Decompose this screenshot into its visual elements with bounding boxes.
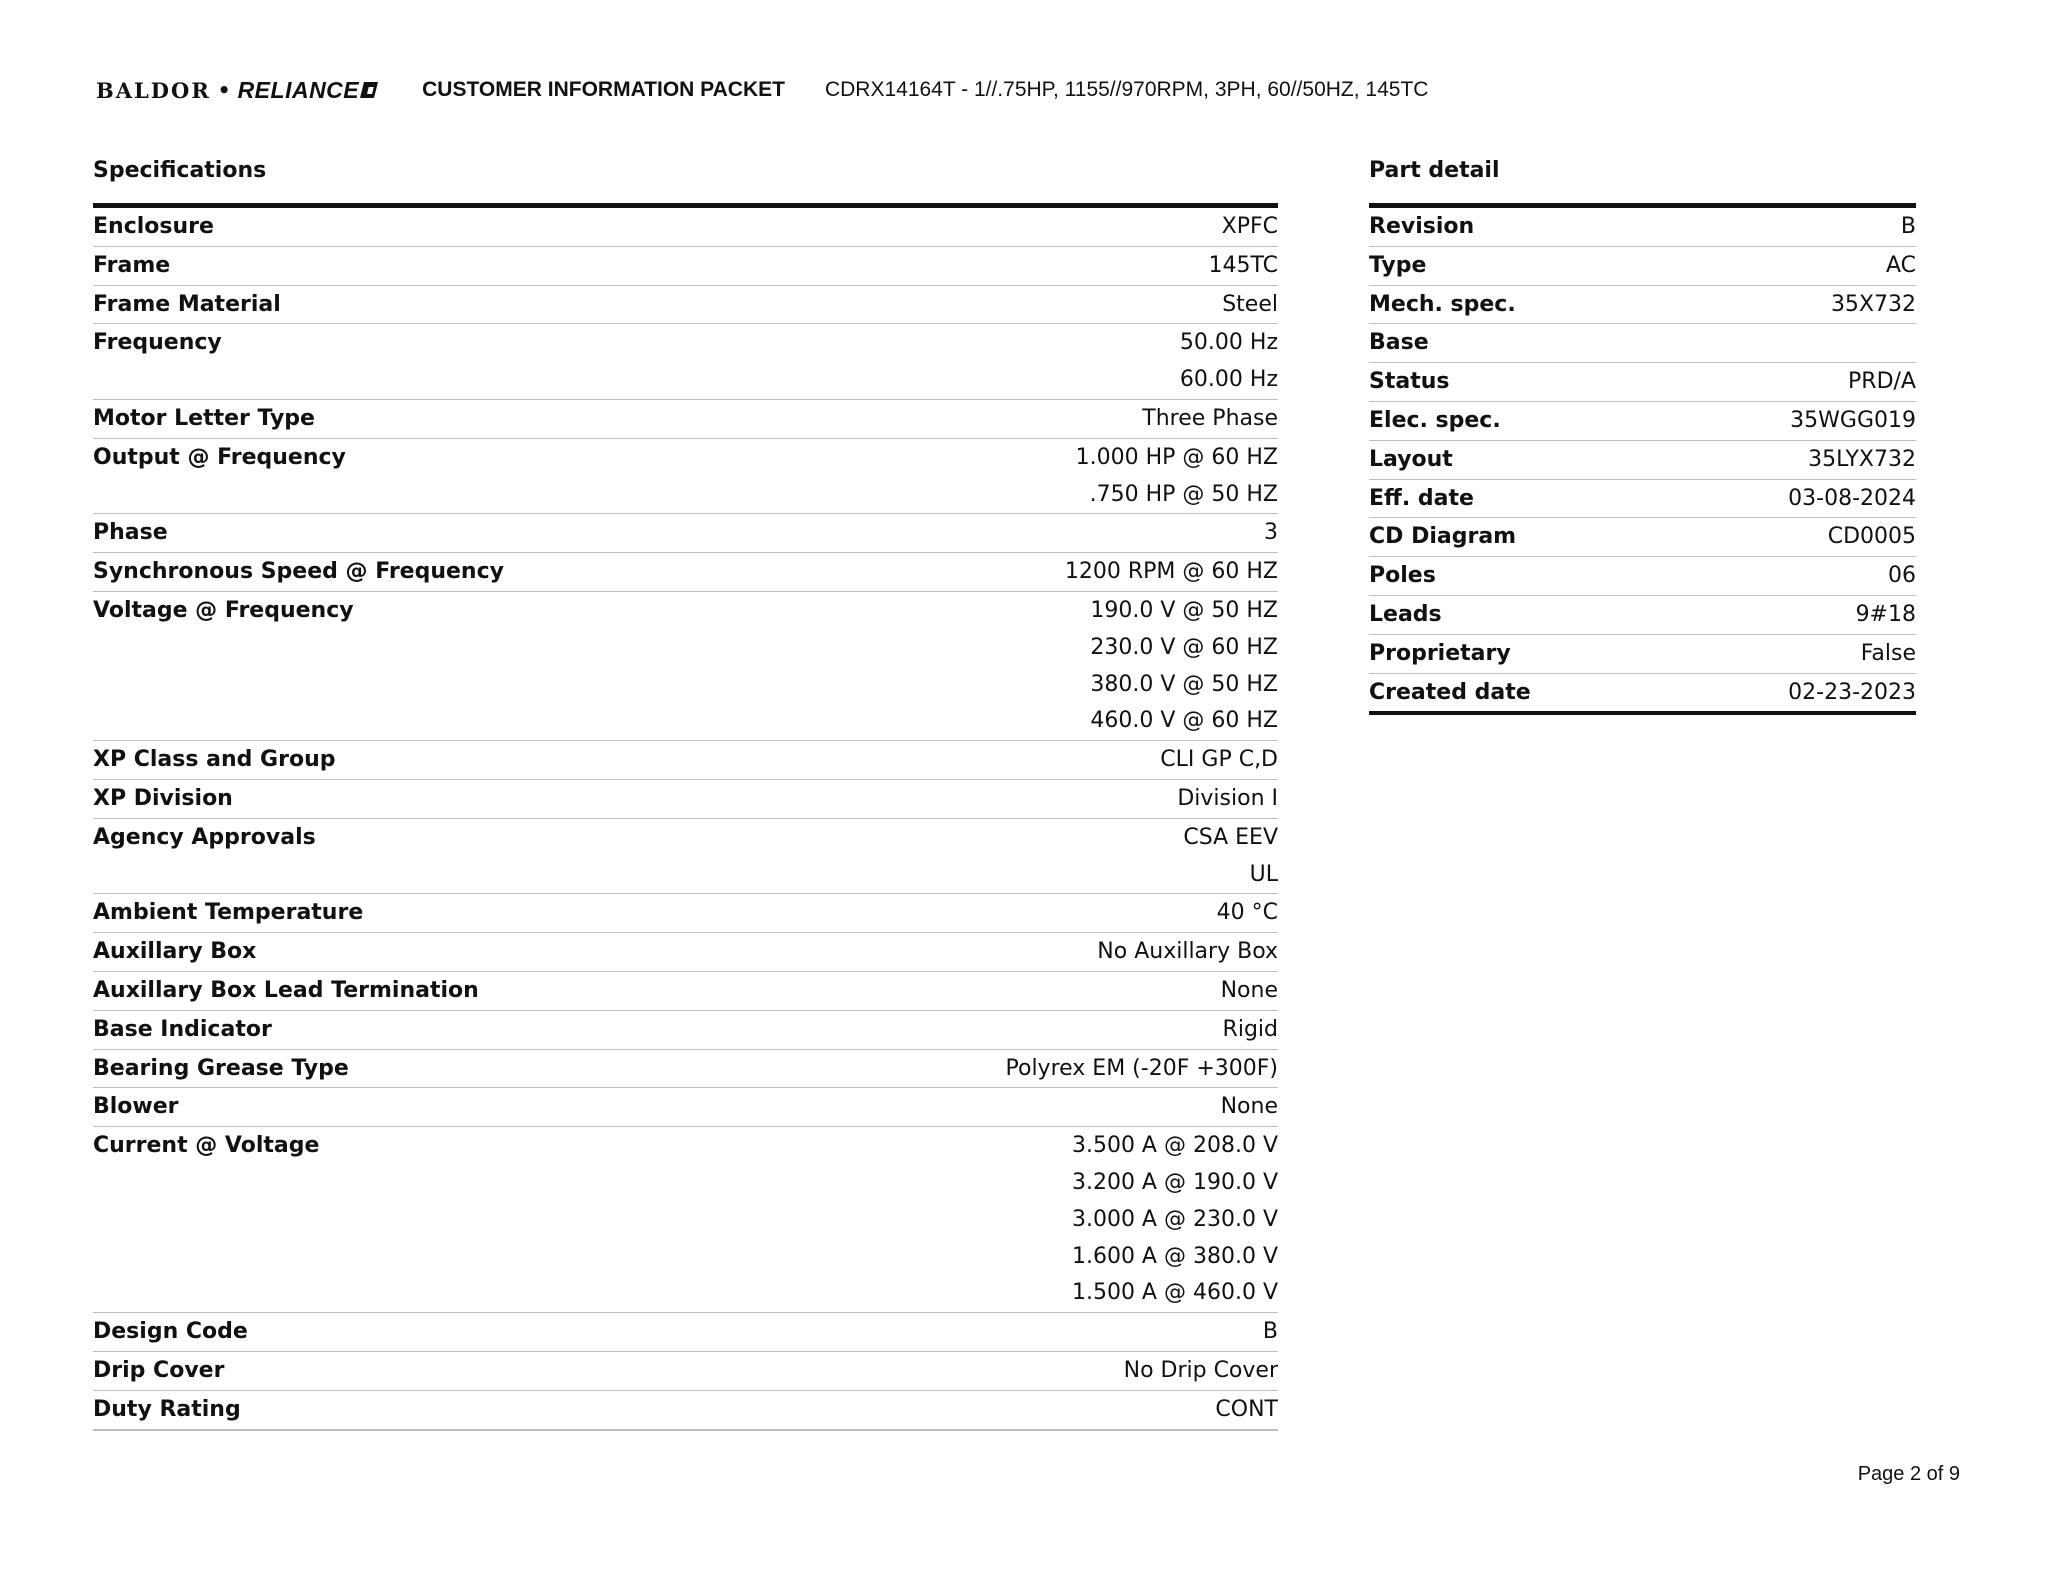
row-label: Agency Approvals — [93, 824, 316, 850]
table-row — [93, 1391, 1278, 1431]
row-label: Created date — [1369, 679, 1531, 705]
row-value: None — [1220, 1094, 1278, 1120]
row-values — [1223, 1011, 1278, 1049]
row-label: Design Code — [93, 1319, 248, 1345]
table-row — [93, 1088, 1278, 1127]
row-label: Enclosure — [93, 214, 214, 239]
row-values — [1808, 441, 1916, 479]
table-row — [93, 553, 1278, 592]
row-values — [1861, 635, 1916, 673]
row-values — [1828, 518, 1916, 556]
row-label: Status — [1369, 369, 1450, 395]
table-row — [93, 1011, 1278, 1050]
row-label: Mech. spec. — [1369, 291, 1516, 317]
row-value: CSA EEV — [1183, 824, 1278, 850]
row-values — [1124, 1352, 1278, 1390]
row-values — [1264, 514, 1278, 552]
row-label: Frame Material — [93, 291, 281, 317]
specifications-title: Specifications — [93, 158, 267, 183]
row-values — [1217, 894, 1278, 932]
row-value: False — [1860, 640, 1916, 666]
row-label: Leads — [1369, 601, 1442, 627]
table-row — [1369, 402, 1916, 441]
row-value: AC — [1885, 252, 1916, 278]
table-row — [93, 1127, 1278, 1313]
row-value: 35WGG019 — [1790, 407, 1916, 433]
row-label: Phase — [93, 520, 168, 546]
row-values — [1856, 596, 1916, 634]
table-row — [93, 894, 1278, 933]
table-row — [93, 1050, 1278, 1089]
row-values — [1788, 674, 1916, 712]
row-value: 460.0 V @ 60 HZ — [1090, 708, 1278, 734]
product-description: CDRX14164T - 1//.75HP, 1155//970RPM, 3PH, 60//50HZ, 145TC — [824, 78, 1429, 101]
row-value: 35X732 — [1830, 291, 1916, 317]
table-row — [93, 780, 1278, 819]
row-value: 230.0 V @ 60 HZ — [1090, 634, 1278, 660]
table-row — [93, 439, 1278, 515]
row-values — [1076, 439, 1278, 514]
table-row — [1369, 518, 1916, 557]
row-label: Duty Rating — [93, 1396, 241, 1422]
row-label: Motor Letter Type — [93, 405, 315, 431]
table-row — [93, 741, 1278, 780]
table-row — [93, 514, 1278, 553]
table-row — [93, 933, 1278, 972]
row-values — [1208, 247, 1278, 285]
row-value: 3 — [1264, 520, 1278, 546]
table-row — [1369, 557, 1916, 596]
table-row — [93, 972, 1278, 1011]
row-value: Division I — [1177, 785, 1278, 811]
row-value: Polyrex EM (-20F +300F) — [1005, 1055, 1278, 1081]
page-number: Page 2 of 9 — [1857, 1463, 1960, 1485]
part-detail-section — [1369, 155, 1916, 715]
row-value: B — [1900, 214, 1916, 239]
row-values — [1222, 286, 1278, 324]
row-values — [1006, 1050, 1279, 1088]
row-label: Base — [1369, 330, 1429, 356]
reliance-mark-icon — [360, 82, 378, 98]
row-values — [1142, 400, 1278, 438]
row-label: XP Division — [93, 785, 233, 811]
row-values — [1221, 1088, 1278, 1126]
row-label: Drip Cover — [93, 1357, 225, 1383]
row-values — [1215, 1391, 1278, 1429]
table-row — [93, 819, 1278, 895]
table-row — [93, 592, 1278, 741]
logo-baldor-text: BALDOR — [96, 77, 211, 103]
document-header — [96, 72, 1428, 108]
row-label: Auxillary Box Lead Termination — [93, 977, 479, 1003]
part-detail-table — [1369, 208, 1916, 715]
table-row — [1369, 441, 1916, 480]
row-label: CD Diagram — [1369, 524, 1517, 550]
row-value: 02-23-2023 — [1788, 679, 1916, 705]
packet-title: CUSTOMER INFORMATION PACKET — [422, 78, 785, 101]
row-value: 50.00 Hz — [1179, 330, 1278, 356]
table-row — [1369, 480, 1916, 519]
row-value: 145TC — [1208, 252, 1278, 278]
table-row — [93, 400, 1278, 439]
row-values — [1901, 208, 1916, 246]
row-value: No Auxillary Box — [1097, 939, 1278, 965]
row-values — [1790, 402, 1916, 440]
logo-dot: • — [217, 78, 231, 102]
row-value: 190.0 V @ 50 HZ — [1090, 597, 1278, 623]
row-values — [1090, 592, 1278, 740]
row-value: Rigid — [1222, 1016, 1278, 1042]
row-label: Auxillary Box — [93, 939, 257, 965]
row-label: Type — [1369, 252, 1427, 278]
table-row — [1369, 596, 1916, 635]
row-values — [1221, 972, 1278, 1010]
row-value: XPFC — [1221, 214, 1278, 239]
row-label: Frequency — [93, 330, 222, 356]
row-values — [1848, 363, 1916, 401]
table-row — [1369, 635, 1916, 674]
row-value: None — [1220, 977, 1278, 1003]
row-value: 1.600 A @ 380.0 V — [1071, 1243, 1278, 1269]
row-label: Blower — [93, 1094, 179, 1120]
table-row — [93, 247, 1278, 286]
row-value: PRD/A — [1848, 369, 1916, 395]
row-values — [1072, 1127, 1278, 1312]
table-row — [1369, 286, 1916, 325]
row-value: 3.000 A @ 230.0 V — [1071, 1206, 1278, 1232]
row-value: 06 — [1888, 563, 1916, 589]
row-value: 60.00 Hz — [1179, 367, 1278, 393]
table-row — [93, 324, 1278, 400]
row-value: 03-08-2024 — [1788, 485, 1916, 511]
specifications-section — [93, 155, 1278, 1431]
table-row — [93, 1352, 1278, 1391]
row-values — [1180, 324, 1278, 399]
baldor-reliance-logo — [96, 77, 376, 104]
row-label: XP Class and Group — [93, 747, 336, 773]
row-label: Revision — [1369, 214, 1475, 239]
row-values — [1886, 247, 1916, 285]
row-value: No Drip Cover — [1123, 1357, 1278, 1383]
row-label: Layout — [1369, 446, 1453, 472]
row-value: CLI GP C,D — [1160, 747, 1278, 773]
row-label: Voltage @ Frequency — [93, 597, 354, 623]
row-value: UL — [1249, 861, 1278, 887]
row-label: Frame — [93, 252, 171, 278]
row-label: Base Indicator — [93, 1016, 272, 1042]
row-values — [1160, 741, 1278, 779]
row-value: 380.0 V @ 50 HZ — [1090, 671, 1278, 697]
row-value: B — [1262, 1319, 1278, 1345]
row-value: .750 HP @ 50 HZ — [1089, 481, 1278, 507]
row-label: Synchronous Speed @ Frequency — [93, 559, 504, 585]
row-values — [1263, 1313, 1278, 1351]
table-row — [93, 286, 1278, 325]
row-value: 9#18 — [1855, 601, 1916, 627]
row-label: Elec. spec. — [1369, 407, 1501, 433]
table-row — [93, 1313, 1278, 1352]
specifications-table — [93, 208, 1278, 1431]
row-value: CD0005 — [1827, 524, 1916, 550]
row-value: 1200 RPM @ 60 HZ — [1064, 559, 1278, 585]
row-value: CONT — [1215, 1396, 1278, 1422]
row-values — [1097, 933, 1278, 971]
row-label: Proprietary — [1369, 640, 1511, 666]
row-value: 40 °C — [1216, 900, 1278, 926]
row-values — [1222, 208, 1278, 246]
row-values — [1888, 557, 1916, 595]
row-label: Current @ Voltage — [93, 1133, 320, 1159]
table-row — [1369, 208, 1916, 247]
table-row — [1369, 674, 1916, 716]
part-detail-title: Part detail — [1369, 158, 1500, 183]
row-value: Steel — [1222, 291, 1278, 317]
row-value: 35LYX732 — [1808, 446, 1916, 472]
row-values — [1788, 480, 1916, 518]
table-row — [93, 208, 1278, 247]
row-value: Three Phase — [1142, 405, 1278, 431]
row-label: Eff. date — [1369, 485, 1474, 511]
row-value: 3.200 A @ 190.0 V — [1071, 1169, 1278, 1195]
row-values — [1831, 286, 1916, 324]
table-row — [1369, 363, 1916, 402]
row-values — [1183, 819, 1278, 894]
row-value: 3.500 A @ 208.0 V — [1071, 1133, 1278, 1159]
row-value: 1.000 HP @ 60 HZ — [1075, 444, 1278, 470]
table-row — [1369, 324, 1916, 363]
table-row — [1369, 247, 1916, 286]
row-label: Ambient Temperature — [93, 900, 364, 926]
row-label: Output @ Frequency — [93, 444, 346, 470]
row-values — [1177, 780, 1278, 818]
row-values — [1065, 553, 1278, 591]
row-label: Bearing Grease Type — [93, 1055, 349, 1081]
row-value: 1.500 A @ 460.0 V — [1071, 1280, 1278, 1306]
logo-reliance-text: RELIANCE — [237, 76, 360, 103]
row-label: Poles — [1369, 563, 1436, 589]
